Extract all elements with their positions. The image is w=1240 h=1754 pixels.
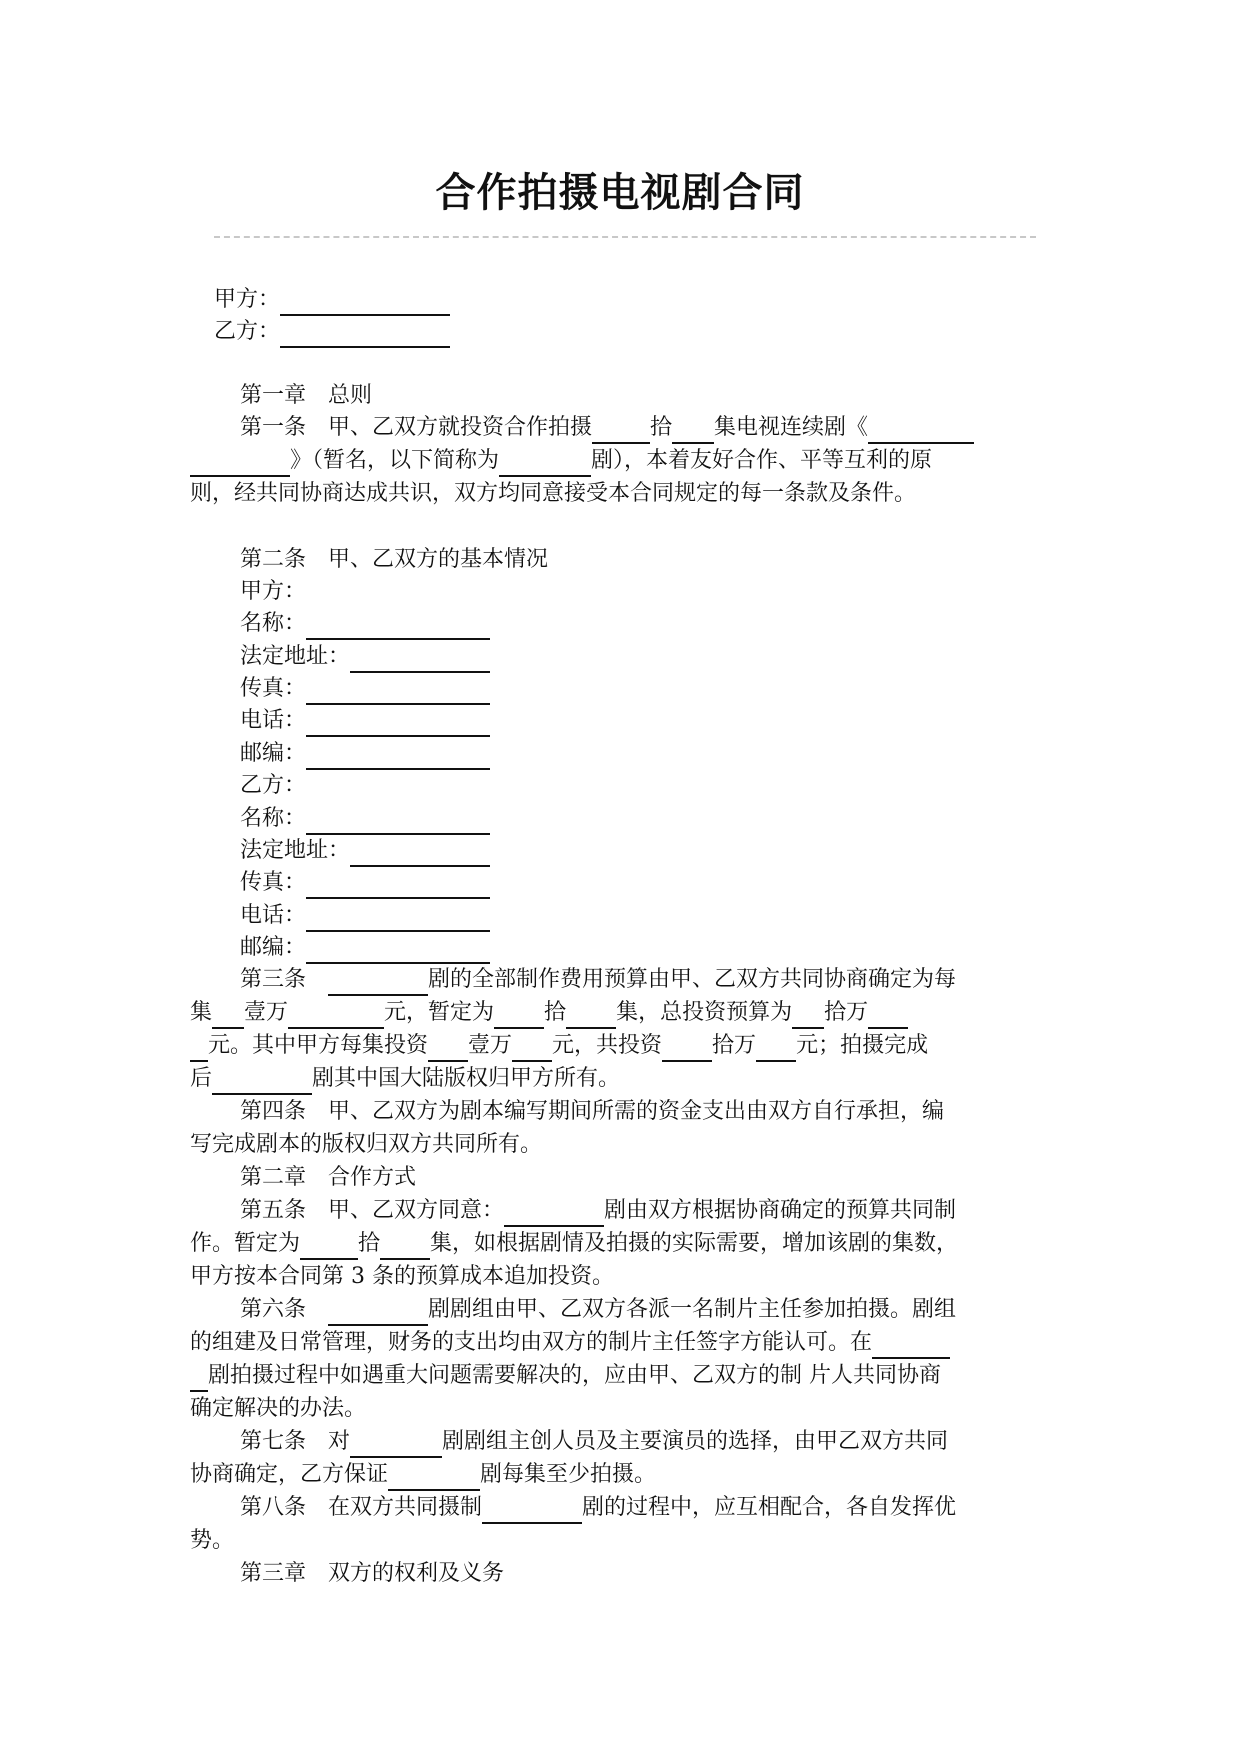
b-name-blank[interactable] (306, 807, 490, 835)
blank[interactable] (350, 1430, 442, 1458)
article-number: 第二条 (240, 547, 307, 572)
art2-a-fax (240, 673, 1110, 705)
art2-party-a-label: 甲方： (240, 579, 307, 604)
text: 作。暂定为 (190, 1231, 301, 1256)
party-b-blank[interactable] (280, 320, 450, 348)
party-a-blank[interactable] (280, 288, 450, 316)
blank[interactable] (482, 1496, 582, 1524)
field-label: 名称： (240, 806, 307, 831)
text: 剧的全部制作费用预算由甲、乙双方共同协商确定为每 (428, 967, 957, 992)
article-3-line-3 (190, 1030, 1060, 1062)
text: 剧由双方根据协商确定的预算共同制 (604, 1198, 957, 1223)
article-1-line-1 (240, 412, 1110, 444)
document-title: 合作拍摄电视剧合同 (435, 170, 805, 216)
text: 协商确定，乙方保证 (190, 1462, 389, 1487)
field-label: 传真： (240, 870, 307, 895)
text: 壹万 (244, 1000, 289, 1025)
text: 对 (328, 1429, 351, 1454)
text: 剧剧组由甲、乙双方各派一名制片主任参加拍摄。剧组 (428, 1297, 957, 1322)
art2-b-postcode (240, 932, 1110, 964)
blank[interactable] (499, 449, 591, 477)
text: 甲、乙双方就投资合作拍摄 (328, 415, 593, 440)
blank[interactable] (388, 1463, 480, 1491)
blank[interactable] (872, 1331, 950, 1359)
a-phone-blank[interactable] (306, 709, 490, 737)
art2-party-b-label: 乙方： (240, 773, 307, 798)
text: 剧的过程中，应互相配合，各自发挥优 (582, 1495, 957, 1520)
article-3-line-4 (190, 1063, 1060, 1095)
blank[interactable] (504, 1199, 604, 1227)
text: 甲、乙双方为剧本编写期间所需的资金支出由双方自行承担，编 (328, 1099, 945, 1124)
chapter-number: 第二章 (240, 1165, 307, 1190)
art2-b-fax (240, 867, 1110, 899)
chapter-number: 第一章 (240, 383, 307, 408)
text: 后 (190, 1066, 213, 1091)
text: 》（暂名，以下简称为 (290, 448, 500, 473)
article-2-heading (240, 544, 1110, 576)
article-8-line-1 (240, 1492, 1110, 1524)
text: 集电视连续剧《 (714, 415, 869, 440)
field-label: 邮编： (240, 741, 307, 766)
chapter-1-heading (240, 380, 1110, 412)
article-7-line-2 (190, 1459, 1060, 1491)
text: 剧每集至少拍摄。 (480, 1462, 657, 1487)
blank[interactable] (792, 1001, 824, 1029)
blank[interactable] (868, 1001, 908, 1029)
article-1-line-3: 则，经共同协商达成共识，双方均同意接受本合同规定的每一条款及条件。 (190, 481, 917, 506)
b-phone-blank[interactable] (306, 904, 490, 932)
text: 拾 (650, 415, 673, 440)
field-label: 法定地址： (240, 838, 351, 863)
text: 元，共投资 (552, 1033, 663, 1058)
text: 剧剧组主创人员及主要演员的选择，由甲乙双方共同 (442, 1429, 949, 1454)
field-label: 传真： (240, 676, 307, 701)
blank[interactable] (756, 1034, 796, 1062)
blank[interactable] (512, 1034, 552, 1062)
b-fax-blank[interactable] (306, 871, 490, 899)
art2-a-address (240, 641, 1110, 673)
article-number: 第四条 (240, 1099, 307, 1124)
article-6-line-4: 确定解决的办法。 (190, 1396, 367, 1421)
article-number: 第三条 (240, 967, 307, 992)
art2-b-address (240, 835, 1110, 867)
article-6-line-2 (190, 1327, 1060, 1359)
article-5-line-2 (190, 1228, 1060, 1260)
field-label: 邮编： (240, 935, 307, 960)
blank[interactable] (380, 1232, 430, 1260)
blank[interactable] (288, 1001, 384, 1029)
blank[interactable] (868, 416, 974, 444)
article-6-line-1 (240, 1294, 1110, 1326)
text: 壹万 (468, 1033, 513, 1058)
text: 元。其中甲方每集投资 (208, 1033, 429, 1058)
chapter-name: 总则 (328, 383, 373, 408)
blank[interactable] (190, 1364, 208, 1392)
blank[interactable] (428, 1034, 468, 1062)
text: 元；拍摄完成 (796, 1033, 929, 1058)
blank[interactable] (328, 968, 428, 996)
text: 集 (190, 1000, 213, 1025)
chapter-name: 合作方式 (328, 1165, 417, 1190)
b-postcode-blank[interactable] (306, 936, 490, 964)
chapter-number: 第三章 (240, 1561, 307, 1586)
text: 剧拍摄过程中如遇重大问题需要解决的，应由甲、乙双方的制 片人共同协商 (208, 1363, 941, 1388)
blank[interactable] (672, 416, 714, 444)
blank[interactable] (566, 1001, 616, 1029)
blank[interactable] (190, 449, 290, 477)
blank[interactable] (662, 1034, 712, 1062)
field-label: 名称： (240, 611, 307, 636)
article-number: 第八条 (240, 1495, 307, 1520)
text: 在双方共同摄制 (328, 1495, 483, 1520)
art2-b-name (240, 803, 1110, 835)
article-number: 第七条 (240, 1429, 307, 1454)
blank[interactable] (300, 1232, 358, 1260)
chapter-2-heading (240, 1162, 1110, 1194)
text: 甲、乙双方同意： (328, 1198, 505, 1223)
art2-a-phone (240, 705, 1110, 737)
article-3-line-1 (240, 964, 1110, 996)
blank[interactable] (328, 1298, 428, 1326)
article-number: 第六条 (240, 1297, 307, 1322)
article-5-line-1 (240, 1195, 1110, 1227)
article-7-line-1 (240, 1426, 1110, 1458)
art2-a-postcode (240, 738, 1110, 770)
article-6-line-3 (190, 1360, 1060, 1392)
blank[interactable] (592, 416, 650, 444)
header-party-a (214, 284, 1084, 316)
article-4-line-2: 写完成剧本的版权归双方共同所有。 (190, 1132, 543, 1157)
blank[interactable] (494, 1001, 544, 1029)
header-party-b (214, 316, 1084, 348)
article-8-line-2: 势。 (190, 1528, 235, 1553)
article-5-line-3: 甲方按本合同第 3 条的预算成本追加投资。 (190, 1264, 614, 1289)
party-a-label: 甲方： (214, 287, 281, 312)
text: 剧其中国大陆版权归甲方所有。 (312, 1066, 621, 1091)
text: 甲、乙双方的基本情况 (328, 547, 549, 572)
article-4-line-1 (240, 1096, 1110, 1128)
a-postcode-blank[interactable] (306, 742, 490, 770)
title-divider (214, 236, 1036, 238)
art2-b-phone (240, 900, 1110, 932)
field-label: 电话： (240, 708, 307, 733)
a-address-blank[interactable] (350, 645, 490, 673)
art2-a-name (240, 608, 1110, 640)
blank[interactable] (212, 1001, 244, 1029)
article-1-line-2 (190, 445, 1060, 477)
article-3-line-2 (190, 997, 1060, 1029)
chapter-3-heading (240, 1558, 1110, 1590)
b-address-blank[interactable] (350, 839, 490, 867)
chapter-name: 双方的权利及义务 (328, 1561, 505, 1586)
text: 集，总投资预算为 (616, 1000, 793, 1025)
text: 集，如根据剧情及拍摄的实际需要，增加该剧的集数， (430, 1231, 959, 1256)
article-number: 第五条 (240, 1198, 307, 1223)
text: 拾 (358, 1231, 381, 1256)
a-fax-blank[interactable] (306, 677, 490, 705)
article-number: 第一条 (240, 415, 307, 440)
field-label: 电话： (240, 903, 307, 928)
party-b-label: 乙方： (214, 319, 281, 344)
text: 拾 (544, 1000, 567, 1025)
text: 拾万 (824, 1000, 869, 1025)
field-label: 法定地址： (240, 644, 351, 669)
text: 拾万 (712, 1033, 757, 1058)
text: 元，暂定为 (384, 1000, 495, 1025)
text: 的组建及日常管理，财务的支出均由双方的制片主任签字方能认可。在 (190, 1330, 873, 1355)
text: 剧），本着友好合作、平等互利的原 (591, 448, 933, 473)
blank[interactable] (212, 1067, 312, 1095)
a-name-blank[interactable] (306, 612, 490, 640)
blank[interactable] (190, 1034, 208, 1062)
